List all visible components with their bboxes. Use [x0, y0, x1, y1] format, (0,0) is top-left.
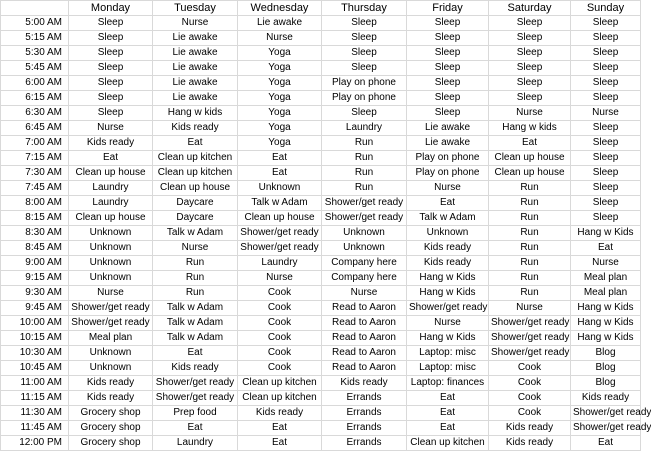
activity-cell: Run	[322, 166, 407, 181]
activity-cell: Clean up house	[69, 166, 153, 181]
activity-cell: Clean up house	[238, 211, 322, 226]
activity-cell: Run	[489, 241, 571, 256]
activity-cell: Prep food	[153, 406, 238, 421]
activity-cell: Clean up house	[153, 181, 238, 196]
activity-cell: Hang w Kids	[571, 316, 641, 331]
table-row	[1, 166, 641, 181]
activity-cell: Nurse	[69, 286, 153, 301]
activity-cell: Yoga	[238, 106, 322, 121]
activity-cell: Run	[489, 226, 571, 241]
activity-cell: Sleep	[571, 151, 641, 166]
activity-cell: Sleep	[407, 31, 489, 46]
activity-cell: Hang w Kids	[407, 286, 489, 301]
table-row	[1, 76, 641, 91]
time-cell: 6:00 AM	[1, 76, 69, 91]
activity-cell: Shower/get ready	[489, 316, 571, 331]
time-cell: 9:00 AM	[1, 256, 69, 271]
activity-cell: Sleep	[571, 91, 641, 106]
time-cell: 8:45 AM	[1, 241, 69, 256]
table-row	[1, 151, 641, 166]
activity-cell: Shower/get ready	[238, 241, 322, 256]
activity-cell: Sleep	[69, 31, 153, 46]
time-cell: 8:30 AM	[1, 226, 69, 241]
activity-cell: Shower/get ready	[153, 391, 238, 406]
activity-cell: Unknown	[322, 226, 407, 241]
activity-cell: Sleep	[69, 106, 153, 121]
activity-cell: Sleep	[489, 31, 571, 46]
activity-cell: Hang w Kids	[407, 331, 489, 346]
activity-cell: Lie awake	[153, 61, 238, 76]
activity-cell: Yoga	[238, 61, 322, 76]
activity-cell: Nurse	[238, 31, 322, 46]
activity-cell: Laundry	[69, 181, 153, 196]
activity-cell: Lie awake	[153, 31, 238, 46]
activity-cell: Hang w Kids	[407, 271, 489, 286]
activity-cell: Meal plan	[69, 331, 153, 346]
table-row	[1, 241, 641, 256]
activity-cell: Kids ready	[407, 241, 489, 256]
activity-cell: Talk w Adam	[153, 301, 238, 316]
activity-cell: Laptop: finances	[407, 376, 489, 391]
activity-cell: Clean up kitchen	[238, 391, 322, 406]
activity-cell: Nurse	[238, 271, 322, 286]
activity-cell: Sleep	[489, 16, 571, 31]
activity-cell: Clean up kitchen	[153, 151, 238, 166]
table-row	[1, 256, 641, 271]
time-cell: 9:30 AM	[1, 286, 69, 301]
time-cell: 10:30 AM	[1, 346, 69, 361]
activity-cell: Eat	[571, 241, 641, 256]
activity-cell: Clean up house	[489, 151, 571, 166]
activity-cell: Unknown	[69, 241, 153, 256]
corner-cell	[1, 1, 69, 16]
activity-cell: Unknown	[69, 361, 153, 376]
time-cell: 7:45 AM	[1, 181, 69, 196]
activity-cell: Sleep	[571, 196, 641, 211]
activity-cell: Shower/get ready	[153, 376, 238, 391]
activity-cell: Yoga	[238, 91, 322, 106]
activity-cell: Shower/get ready	[322, 211, 407, 226]
activity-cell: Run	[153, 256, 238, 271]
activity-cell: Kids ready	[571, 391, 641, 406]
table-row	[1, 16, 641, 31]
activity-cell: Sleep	[322, 46, 407, 61]
activity-cell: Blog	[571, 376, 641, 391]
activity-cell: Errands	[322, 421, 407, 436]
day-header: Saturday	[489, 1, 571, 16]
activity-cell: Cook	[489, 391, 571, 406]
activity-cell: Lie awake	[407, 136, 489, 151]
activity-cell: Sleep	[69, 46, 153, 61]
activity-cell: Run	[489, 211, 571, 226]
table-row	[1, 91, 641, 106]
activity-cell: Errands	[322, 436, 407, 451]
activity-cell: Nurse	[153, 16, 238, 31]
table-row	[1, 376, 641, 391]
activity-cell: Company here	[322, 271, 407, 286]
activity-cell: Run	[489, 286, 571, 301]
day-header: Wednesday	[238, 1, 322, 16]
activity-cell: Shower/get ready	[489, 346, 571, 361]
activity-cell: Kids ready	[489, 436, 571, 451]
time-cell: 7:15 AM	[1, 151, 69, 166]
table-row	[1, 181, 641, 196]
activity-cell: Play on phone	[322, 76, 407, 91]
activity-cell: Nurse	[571, 106, 641, 121]
activity-cell: Eat	[153, 136, 238, 151]
activity-cell: Talk w Adam	[238, 196, 322, 211]
activity-cell: Cook	[489, 376, 571, 391]
time-cell: 11:30 AM	[1, 406, 69, 421]
activity-cell: Unknown	[238, 181, 322, 196]
time-cell: 11:15 AM	[1, 391, 69, 406]
activity-cell: Hang w kids	[153, 106, 238, 121]
activity-cell: Talk w Adam	[153, 331, 238, 346]
activity-cell: Lie awake	[153, 91, 238, 106]
table-row	[1, 61, 641, 76]
activity-cell: Shower/get ready	[571, 406, 641, 421]
activity-cell: Sleep	[322, 61, 407, 76]
activity-cell: Clean up kitchen	[407, 436, 489, 451]
activity-cell: Clean up kitchen	[153, 166, 238, 181]
activity-cell: Hang w Kids	[571, 226, 641, 241]
time-cell: 5:45 AM	[1, 61, 69, 76]
activity-cell: Eat	[407, 196, 489, 211]
table-row	[1, 196, 641, 211]
activity-cell: Clean up house	[489, 166, 571, 181]
schedule-body	[1, 16, 651, 451]
time-cell: 12:00 PM	[1, 436, 69, 451]
activity-cell: Kids ready	[153, 361, 238, 376]
activity-cell: Sleep	[489, 61, 571, 76]
activity-cell: Cook	[238, 346, 322, 361]
time-cell: 8:00 AM	[1, 196, 69, 211]
activity-cell: Unknown	[407, 226, 489, 241]
activity-cell: Clean up house	[69, 211, 153, 226]
activity-cell: Kids ready	[69, 376, 153, 391]
activity-cell: Cook	[489, 361, 571, 376]
activity-cell: Blog	[571, 346, 641, 361]
activity-cell: Sleep	[571, 181, 641, 196]
activity-cell: Nurse	[571, 256, 641, 271]
activity-cell: Hang w Kids	[571, 301, 641, 316]
activity-cell: Talk w Adam	[153, 316, 238, 331]
activity-cell: Lie awake	[407, 121, 489, 136]
activity-cell: Read to Aaron	[322, 361, 407, 376]
table-row	[1, 406, 641, 421]
time-cell: 9:15 AM	[1, 271, 69, 286]
activity-cell: Errands	[322, 391, 407, 406]
activity-cell: Read to Aaron	[322, 346, 407, 361]
activity-cell: Yoga	[238, 136, 322, 151]
activity-cell: Yoga	[238, 76, 322, 91]
activity-cell: Daycare	[153, 196, 238, 211]
activity-cell: Grocery shop	[69, 421, 153, 436]
activity-cell: Cook	[238, 331, 322, 346]
day-header: Thursday	[322, 1, 407, 16]
activity-cell: Laptop: misc	[407, 361, 489, 376]
activity-cell: Sleep	[571, 31, 641, 46]
table-row	[1, 121, 641, 136]
activity-cell: Laptop: misc	[407, 346, 489, 361]
activity-cell: Run	[322, 181, 407, 196]
activity-cell: Run	[322, 151, 407, 166]
table-row	[1, 346, 641, 361]
table-row	[1, 316, 641, 331]
activity-cell: Sleep	[407, 16, 489, 31]
activity-cell: Sleep	[69, 91, 153, 106]
activity-cell: Eat	[238, 436, 322, 451]
activity-cell: Company here	[322, 256, 407, 271]
activity-cell: Shower/get ready	[571, 421, 641, 436]
activity-cell: Meal plan	[571, 271, 641, 286]
activity-cell: Sleep	[489, 46, 571, 61]
day-header: Monday	[69, 1, 153, 16]
activity-cell: Meal plan	[571, 286, 641, 301]
time-cell: 11:00 AM	[1, 376, 69, 391]
time-cell: 5:30 AM	[1, 46, 69, 61]
activity-cell: Lie awake	[238, 16, 322, 31]
activity-cell: Eat	[238, 421, 322, 436]
activity-cell: Eat	[238, 166, 322, 181]
activity-cell: Kids ready	[407, 256, 489, 271]
time-cell: 8:15 AM	[1, 211, 69, 226]
activity-cell: Hang w Kids	[571, 331, 641, 346]
activity-cell: Sleep	[571, 166, 641, 181]
activity-cell: Shower/get ready	[238, 226, 322, 241]
table-row	[1, 301, 641, 316]
time-cell: 10:00 AM	[1, 316, 69, 331]
activity-cell: Blog	[571, 361, 641, 376]
day-header: Friday	[407, 1, 489, 16]
activity-cell: Sleep	[571, 61, 641, 76]
table-row	[1, 436, 641, 451]
activity-cell: Sleep	[407, 61, 489, 76]
activity-cell: Yoga	[238, 121, 322, 136]
time-cell: 10:45 AM	[1, 361, 69, 376]
table-row	[1, 46, 641, 61]
activity-cell: Cook	[238, 316, 322, 331]
activity-cell: Unknown	[322, 241, 407, 256]
table-row	[1, 361, 641, 376]
activity-cell: Kids ready	[69, 136, 153, 151]
activity-cell: Sleep	[69, 16, 153, 31]
table-row	[1, 106, 641, 121]
table-row	[1, 271, 641, 286]
activity-cell: Hang w kids	[489, 121, 571, 136]
time-cell: 6:45 AM	[1, 121, 69, 136]
activity-cell: Unknown	[69, 346, 153, 361]
activity-cell: Kids ready	[69, 391, 153, 406]
table-row	[1, 331, 641, 346]
activity-cell: Kids ready	[489, 421, 571, 436]
activity-cell: Nurse	[489, 301, 571, 316]
activity-cell: Run	[489, 181, 571, 196]
time-cell: 7:00 AM	[1, 136, 69, 151]
time-cell: 6:15 AM	[1, 91, 69, 106]
activity-cell: Lie awake	[153, 76, 238, 91]
activity-cell: Nurse	[407, 316, 489, 331]
activity-cell: Nurse	[69, 121, 153, 136]
activity-cell: Sleep	[489, 91, 571, 106]
day-header: Tuesday	[153, 1, 238, 16]
activity-cell: Yoga	[238, 46, 322, 61]
activity-cell: Kids ready	[322, 376, 407, 391]
time-cell: 6:30 AM	[1, 106, 69, 121]
activity-cell: Kids ready	[238, 406, 322, 421]
time-cell: 10:15 AM	[1, 331, 69, 346]
header-row	[1, 1, 641, 16]
activity-cell: Eat	[69, 151, 153, 166]
activity-cell: Sleep	[322, 31, 407, 46]
activity-cell: Play on phone	[407, 166, 489, 181]
activity-cell: Talk w Adam	[153, 226, 238, 241]
activity-cell: Sleep	[571, 16, 641, 31]
activity-cell: Run	[489, 256, 571, 271]
activity-cell: Unknown	[69, 271, 153, 286]
time-cell: 11:45 AM	[1, 421, 69, 436]
activity-cell: Sleep	[322, 106, 407, 121]
activity-cell: Sleep	[571, 136, 641, 151]
activity-cell: Eat	[153, 346, 238, 361]
activity-cell: Cook	[238, 301, 322, 316]
activity-cell: Play on phone	[322, 91, 407, 106]
activity-cell: Sleep	[407, 91, 489, 106]
activity-cell: Unknown	[69, 256, 153, 271]
time-cell: 5:15 AM	[1, 31, 69, 46]
activity-cell: Cook	[238, 361, 322, 376]
activity-cell: Nurse	[153, 241, 238, 256]
activity-cell: Eat	[407, 421, 489, 436]
activity-cell: Run	[489, 196, 571, 211]
table-row	[1, 226, 641, 241]
activity-cell: Nurse	[407, 181, 489, 196]
activity-cell: Read to Aaron	[322, 316, 407, 331]
activity-cell: Sleep	[571, 211, 641, 226]
activity-cell: Play on phone	[407, 151, 489, 166]
activity-cell: Sleep	[407, 76, 489, 91]
activity-cell: Shower/get ready	[69, 301, 153, 316]
activity-cell: Sleep	[407, 46, 489, 61]
activity-cell: Errands	[322, 406, 407, 421]
table-row	[1, 391, 641, 406]
activity-cell: Lie awake	[153, 46, 238, 61]
schedule-header	[1, 1, 641, 16]
activity-cell: Talk w Adam	[407, 211, 489, 226]
time-cell: 7:30 AM	[1, 166, 69, 181]
activity-cell: Daycare	[153, 211, 238, 226]
activity-cell: Eat	[153, 421, 238, 436]
activity-cell: Shower/get ready	[69, 316, 153, 331]
activity-cell: Kids ready	[153, 121, 238, 136]
activity-cell: Sleep	[489, 76, 571, 91]
activity-cell: Laundry	[69, 196, 153, 211]
table-row	[1, 421, 641, 436]
activity-cell: Shower/get ready	[322, 196, 407, 211]
time-cell: 5:00 AM	[1, 16, 69, 31]
activity-cell: Run	[322, 136, 407, 151]
activity-cell: Unknown	[69, 226, 153, 241]
activity-cell: Run	[489, 271, 571, 286]
activity-cell: Eat	[407, 406, 489, 421]
day-header: Sunday	[571, 1, 641, 16]
activity-cell: Laundry	[238, 256, 322, 271]
activity-cell: Laundry	[322, 121, 407, 136]
activity-cell: Nurse	[489, 106, 571, 121]
activity-cell: Eat	[238, 151, 322, 166]
table-row	[1, 211, 641, 226]
activity-cell: Sleep	[571, 121, 641, 136]
activity-cell: Cook	[238, 286, 322, 301]
activity-cell: Cook	[489, 406, 571, 421]
activity-cell: Eat	[407, 391, 489, 406]
activity-cell: Eat	[489, 136, 571, 151]
activity-cell: Sleep	[571, 46, 641, 61]
table-row	[1, 31, 641, 46]
activity-cell: Sleep	[69, 76, 153, 91]
activity-cell: Sleep	[69, 61, 153, 76]
activity-cell: Grocery shop	[69, 406, 153, 421]
activity-cell: Shower/get ready	[489, 331, 571, 346]
activity-cell: Sleep	[571, 76, 641, 91]
table-row	[1, 286, 641, 301]
activity-cell: Nurse	[322, 286, 407, 301]
activity-cell: Grocery shop	[69, 436, 153, 451]
activity-cell: Eat	[571, 436, 641, 451]
activity-cell: Sleep	[407, 106, 489, 121]
activity-cell: Sleep	[322, 16, 407, 31]
activity-cell: Read to Aaron	[322, 331, 407, 346]
activity-cell: Clean up kitchen	[238, 376, 322, 391]
table-row	[1, 136, 641, 151]
activity-cell: Read to Aaron	[322, 301, 407, 316]
activity-cell: Laundry	[153, 436, 238, 451]
activity-cell: Run	[153, 271, 238, 286]
activity-cell: Shower/get ready	[407, 301, 489, 316]
time-cell: 9:45 AM	[1, 301, 69, 316]
activity-cell: Run	[153, 286, 238, 301]
